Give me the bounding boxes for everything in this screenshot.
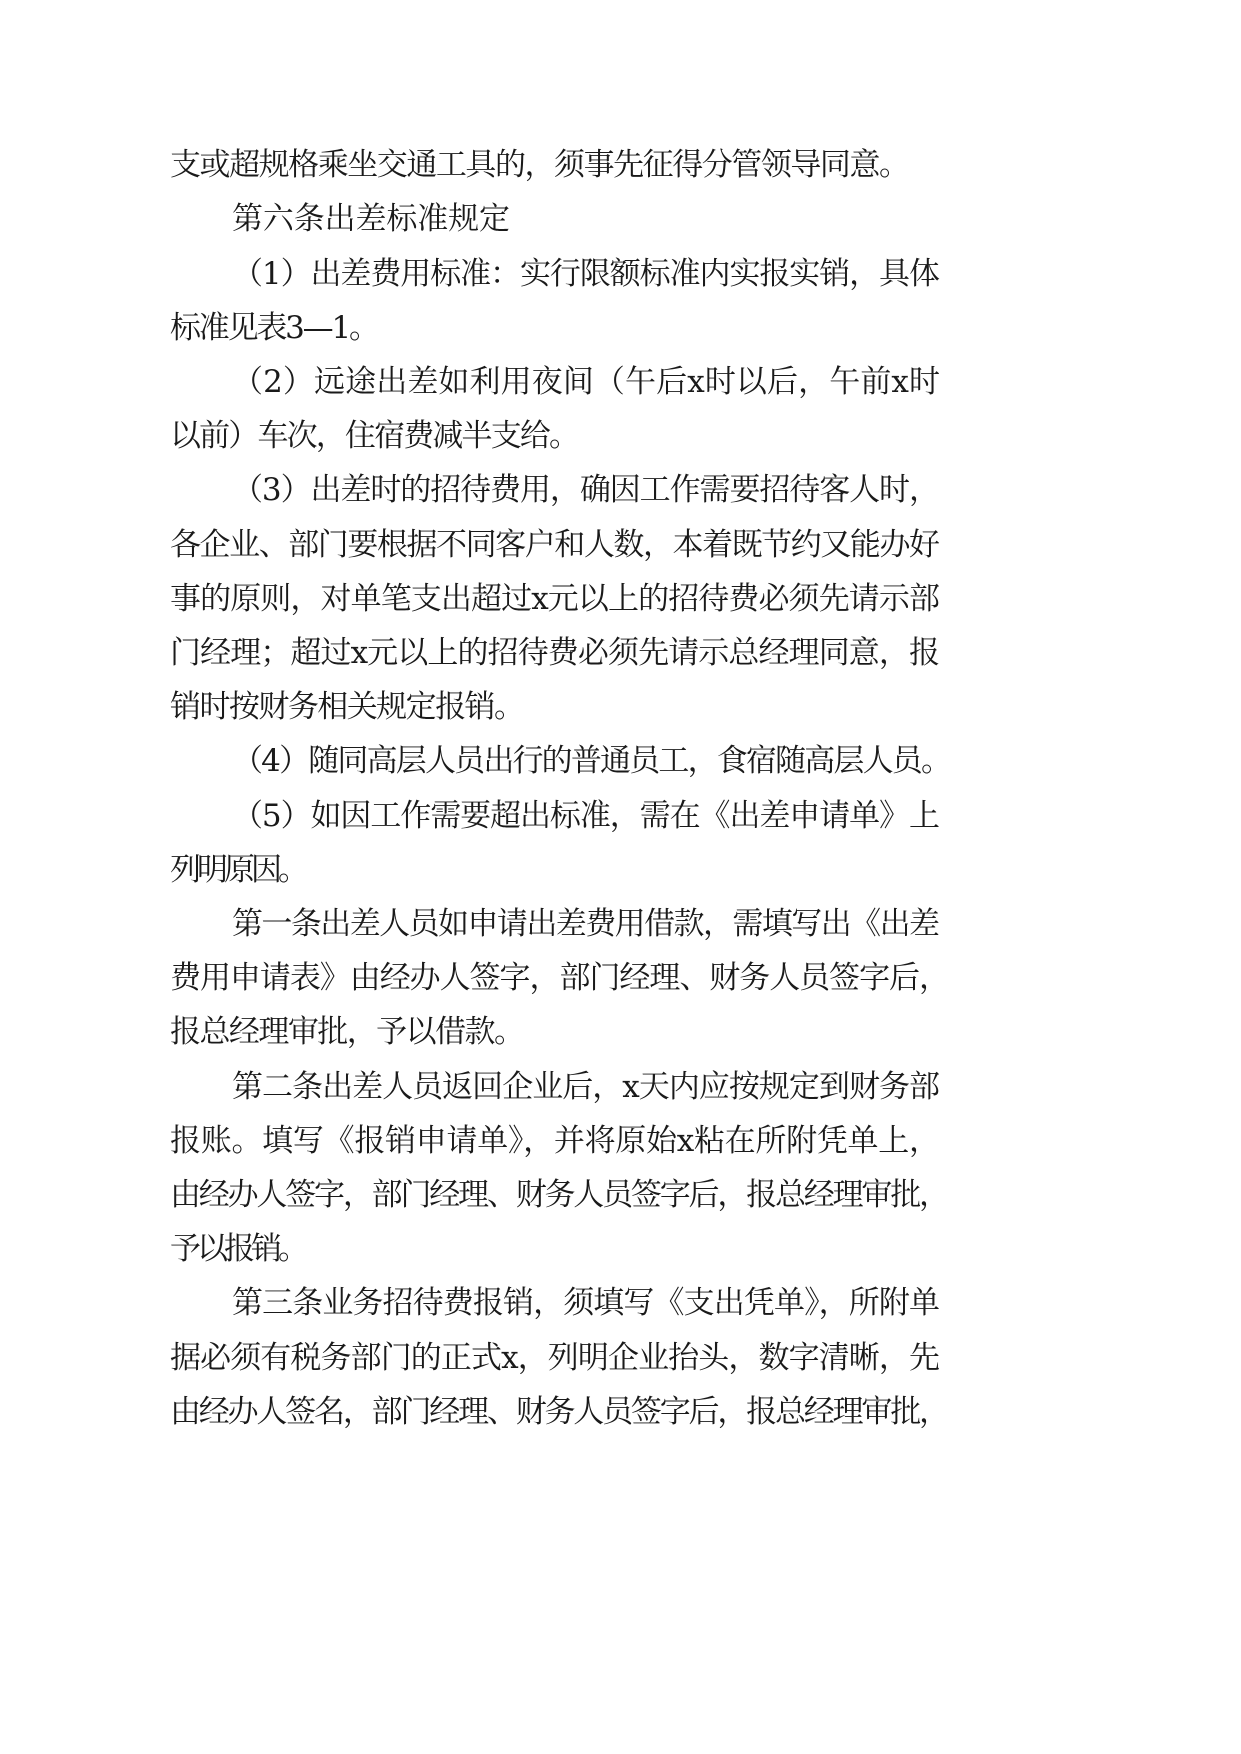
text-line (0, 406, 1241, 466)
text-line (0, 189, 1241, 249)
text-line-content: 销时按财务相关规定报销。 (170, 689, 524, 725)
text-line-content: 由经办人签字，部门经理、财务人员签字后，报总经理审批， (170, 1177, 948, 1213)
text-line-content: 费用申请表》由经办人签字，部门经理、财务人员签字后， (170, 960, 949, 996)
text-line-content: （3）出差时的招待费用，确因工作需要招待客人时， (232, 472, 939, 508)
text-line (0, 786, 1241, 846)
text-line (0, 1219, 1241, 1279)
text-line (0, 135, 1241, 195)
text-line (0, 1273, 1241, 1333)
text-line-content: 各企业、部门要根据不同客户和人数，本着既节约又能办好 (170, 527, 939, 563)
text-line (0, 244, 1241, 304)
text-line-content: （4）随同高层人员出行的普通员工，食宿随高层人员。 (232, 743, 951, 779)
text-line-content: 标准见表3—1。 (170, 310, 378, 346)
text-line (0, 460, 1241, 520)
text-line (0, 515, 1241, 575)
text-line-content: 予以报销。 (170, 1231, 305, 1267)
text-line-content: 第二条出差人员返回企业后，x天内应按规定到财务部 (232, 1069, 940, 1105)
text-line (0, 1111, 1241, 1171)
text-line (0, 352, 1241, 412)
text-line-content: 报总经理审批，予以借款。 (170, 1014, 524, 1050)
text-line (0, 298, 1241, 358)
text-line-content: （1）出差费用标准：实行限额标准内实报实销，具体 (232, 256, 939, 292)
text-line-content: 第一条出差人员如申请出差费用借款，需填写出《出差 (232, 906, 939, 942)
text-line-content: （5）如因工作需要超出标准，需在《出差申请单》上 (232, 798, 939, 834)
text-line (0, 623, 1241, 683)
text-line-content: 第六条出差标准规定 (232, 201, 510, 237)
text-line (0, 894, 1241, 954)
text-line (0, 1328, 1241, 1388)
text-line (0, 948, 1241, 1008)
text-line (0, 840, 1241, 900)
text-line (0, 677, 1241, 737)
text-line-content: 由经办人签名，部门经理、财务人员签字后，报总经理审批， (170, 1394, 948, 1430)
text-line (0, 1057, 1241, 1117)
text-line-content: 列明原因。 (170, 852, 305, 888)
text-line-content: 事的原则，对单笔支出超过x元以上的招待费必须先请示部 (170, 581, 940, 617)
text-line-content: 第三条业务招待费报销，须填写《支出凭单》，所附单 (232, 1285, 940, 1321)
text-line (0, 731, 1241, 791)
text-line (0, 1002, 1241, 1062)
text-line (0, 1165, 1241, 1225)
text-line-content: 以前）车次，住宿费减半支给。 (170, 418, 579, 454)
text-line-content: （2）远途出差如利用夜间（午后x时以后，午前x时 (232, 364, 941, 400)
text-line-content: 报账。填写《报销申请单》，并将原始x粘在所附凭单上， (170, 1123, 940, 1159)
text-line-content: 据必须有税务部门的正式x，列明企业抬头，数字清晰，先 (170, 1340, 940, 1376)
text-line-content: 支或超规格乘坐交通工具的，须事先征得分管领导同意。 (170, 147, 909, 183)
text-line (0, 569, 1241, 629)
text-line-content: 门经理；超过x元以上的招待费必须先请示总经理同意，报 (170, 635, 940, 671)
text-line (0, 1382, 1241, 1442)
